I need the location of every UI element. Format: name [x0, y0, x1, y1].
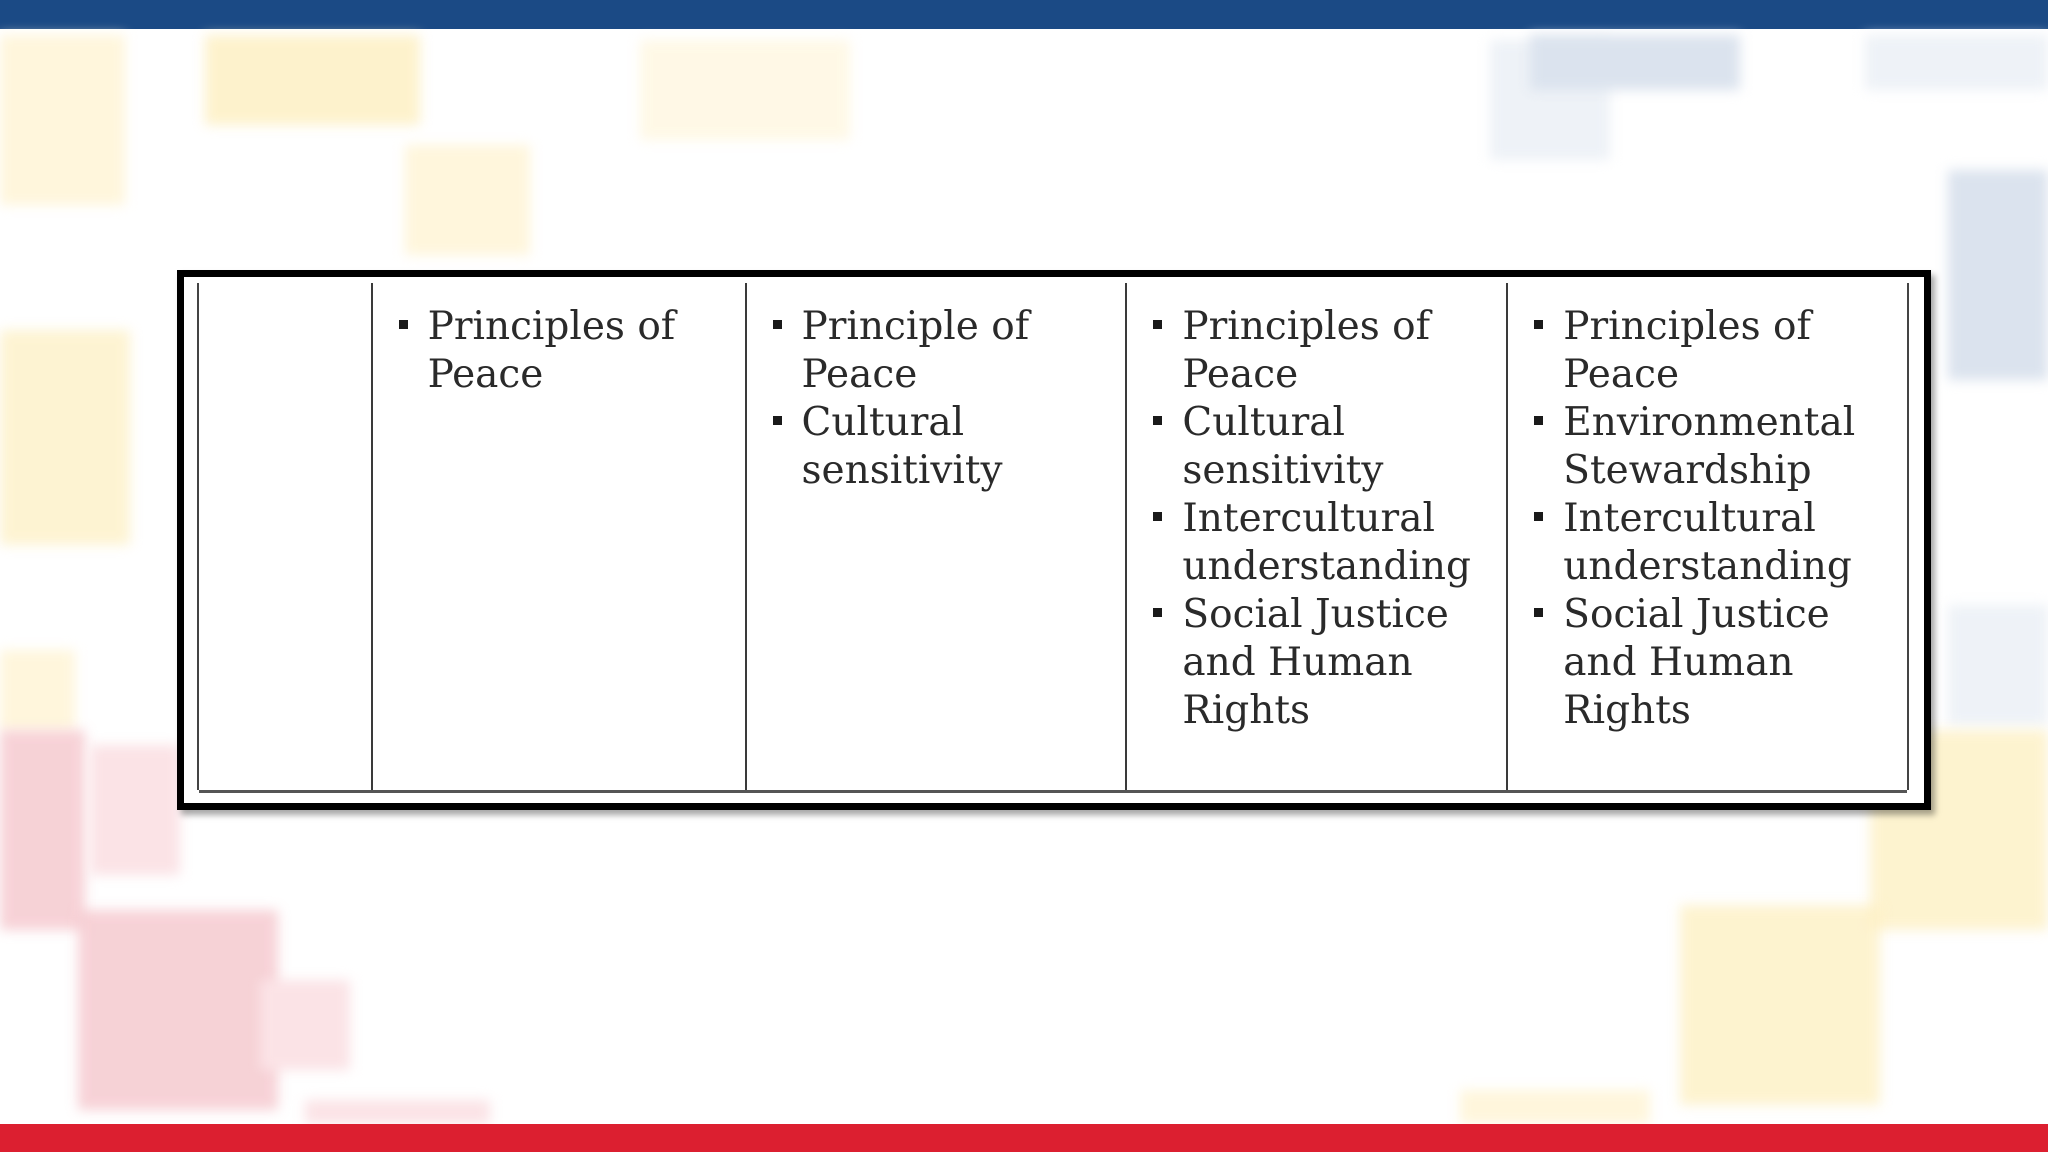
bullet-square-icon	[1153, 512, 1162, 521]
list-item: Principles of Peace	[1153, 303, 1506, 399]
curriculum-table	[177, 270, 1931, 810]
decorative-tile	[260, 980, 350, 1070]
bullet-square-icon	[1534, 416, 1543, 425]
decorative-tile	[1530, 35, 1740, 90]
bullet-list	[747, 303, 1126, 495]
table-cell	[373, 283, 747, 790]
list-item: Environmental Stewardship	[1534, 399, 1907, 495]
decorative-tile	[0, 730, 85, 930]
bullet-square-icon	[1534, 320, 1543, 329]
bottom-banner-bar	[0, 1124, 2048, 1152]
list-item: Principles of Peace	[1534, 303, 1907, 399]
bullet-square-icon	[1153, 608, 1162, 617]
decorative-tile	[90, 745, 180, 875]
decorative-tile	[205, 35, 420, 125]
list-item: Intercultural understanding	[1534, 495, 1907, 591]
decorative-tile	[78, 910, 278, 1110]
list-item: Intercultural understanding	[1153, 495, 1506, 591]
bullet-list	[1508, 303, 1907, 735]
table-cell	[747, 283, 1128, 790]
decorative-tile	[405, 145, 530, 255]
list-item: Social Justice and Human Rights	[1534, 591, 1907, 735]
bullet-square-icon	[773, 320, 782, 329]
decorative-tile	[640, 40, 850, 140]
list-item: Principles of Peace	[399, 303, 745, 399]
decorative-tile	[0, 35, 125, 205]
decorative-tile	[1680, 905, 1880, 1105]
bullet-square-icon	[773, 416, 782, 425]
list-item: Social Justice and Human Rights	[1153, 591, 1506, 735]
decorative-tile	[1948, 170, 2048, 380]
bullet-square-icon	[1153, 416, 1162, 425]
bullet-square-icon	[1534, 608, 1543, 617]
decorative-tile	[0, 650, 75, 730]
bullet-square-icon	[1534, 512, 1543, 521]
decorative-tile	[1948, 605, 2048, 725]
bullet-square-icon	[1153, 320, 1162, 329]
list-item: Cultural sensitivity	[773, 399, 1126, 495]
list-item: Principle of Peace	[773, 303, 1126, 399]
decorative-tile	[1865, 35, 2048, 90]
table-cell-empty	[199, 283, 373, 790]
top-banner-bar	[0, 0, 2048, 29]
table-row	[197, 283, 1909, 790]
table-cell	[1127, 283, 1508, 790]
bullet-list	[373, 303, 745, 399]
bullet-list	[1127, 303, 1506, 735]
table-cell	[1508, 283, 1907, 790]
list-item: Cultural sensitivity	[1153, 399, 1506, 495]
bullet-square-icon	[399, 320, 408, 329]
decorative-tile	[1460, 1090, 1650, 1124]
decorative-tile	[305, 1100, 490, 1124]
decorative-tile	[0, 330, 130, 545]
